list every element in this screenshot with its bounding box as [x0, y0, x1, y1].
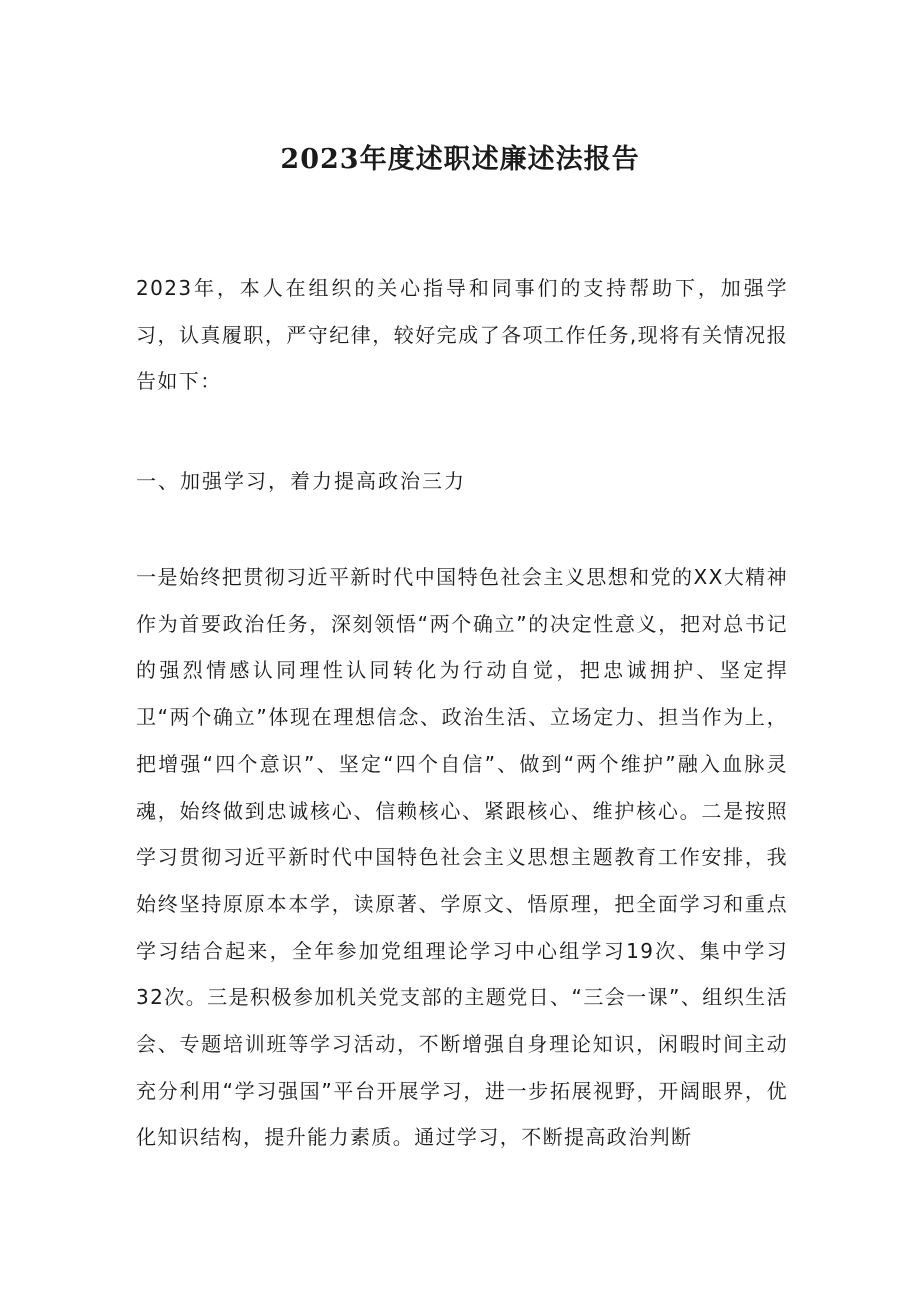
document-title: 2023年度述职述廉述法报告 — [280, 144, 640, 175]
section-body-paragraph: 一是始终把贯彻习近平新时代中国特色社会主义思想和党的XX大精神作为首要政治任务，深刻领悟“两个确立”的决定性意义，把对总书记的强烈情感认同理性认同转化为行动自觉，把忠诚拥护、坚定捍卫“两个确立”体现在理想信念、政治生活、立场定力、担当作为上，把增强“四个意识”、坚定“四个自信”、做到“两个维护”融入血脉灵魂，始终做到忠诚核心、信赖核心、紧跟核心、维护核心。二是按照学习贯彻习近平新时代中国特色社会主义思想主题教育工作安排，我始终坚持原原本本学，读原著、学原文、悟原理，把全面学习和重点学习结合起来，全年参加党组理论学习中心组学习19次、集中学习32次。三是积极参加机关党支部的主题党日、“三会一课”、组织生活会、专题培训班等学习活动，不断增强自身理论知识，闲暇时间主动充分利用“学习强国”平台开展学习，进一步拓展视野，开阔眼界，优化知识结构，提升能力素质。通过学习，不断提高政治判断 — [136, 565, 788, 1150]
section-heading: 一、加强学习，着力提高政治三力 — [136, 469, 466, 493]
intro-paragraph: 2023年，本人在组织的关心指导和同事们的支持帮助下，加强学习，认真履职，严守纪律，较好完成了各项工作任务,现将有关情况报告如下： — [136, 276, 788, 394]
